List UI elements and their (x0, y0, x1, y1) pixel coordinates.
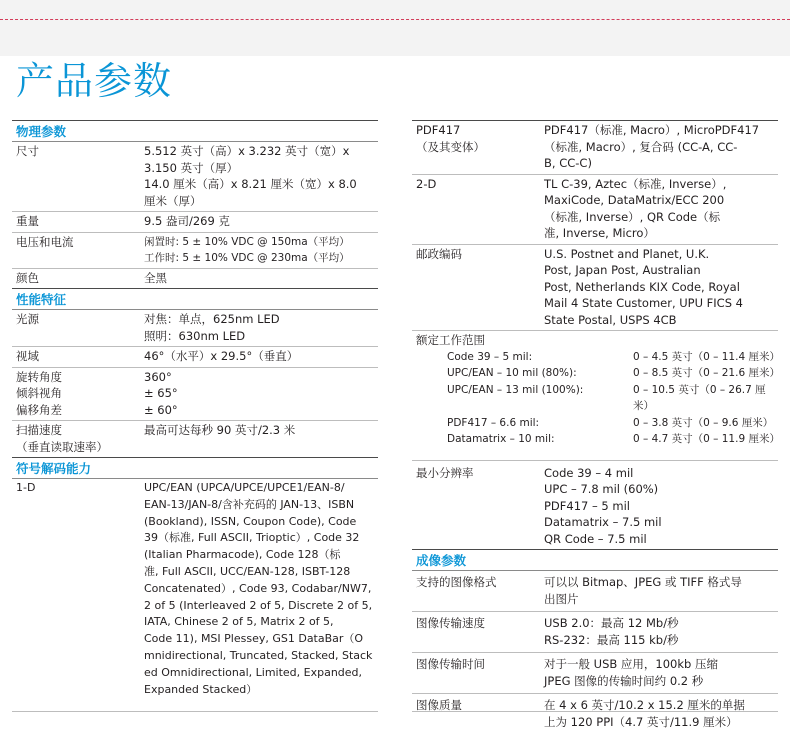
section-heading-decode: 符号解码能力 (12, 457, 378, 479)
spec-value (144, 311, 378, 344)
spec-value (144, 480, 378, 698)
label-line: 扫描速度 (16, 423, 62, 437)
value-line: 准, Inverse, Micro） (544, 226, 655, 240)
value-line: Mail 4 State Customer, UPU FICS 4 (544, 296, 743, 310)
value-line: Concatenated）, Code 93, Codabar/NW7, (144, 581, 372, 595)
value-line: 闲置时: 5 ± 10% VDC @ 150ma（平均） (144, 235, 350, 248)
spec-value: 9.5 盎司/269 克 (144, 214, 230, 228)
spec-row-transfer-speed (412, 612, 778, 653)
spec-row-postal (412, 245, 778, 332)
range-code: Code 39 – 5 mil: (447, 350, 533, 363)
value-line: Post, Japan Post, Australian (544, 263, 701, 277)
spec-row-pdf417 (412, 121, 778, 175)
value-line: (Italian Pharmacode), Code 128（标 (144, 548, 341, 562)
spec-value (544, 656, 778, 689)
value-line: (Bookland), ISSN, Coupon Code), Code (144, 514, 357, 528)
left-column (12, 120, 378, 700)
spec-row-field-of-view (12, 347, 378, 368)
spec-row-2d (412, 175, 778, 245)
value-line: ± 65° (144, 386, 178, 400)
value-line: JPEG 图像的传输时间约 0.2 秒 (544, 673, 704, 688)
spec-value (144, 143, 378, 209)
value-line: USB 2.0：最高 12 Mb/秒 (544, 616, 679, 630)
spec-value (544, 246, 778, 329)
value-line: 2 of 5 (Interleaved 2 of 5, Discrete 2 of 5, (144, 598, 373, 612)
bottom-rule (412, 711, 778, 712)
range-value: 0 – 4.5 英寸（0 – 11.4 厘米） (633, 350, 780, 363)
header-band (0, 0, 790, 56)
section-heading-performance: 性能特征 (12, 288, 378, 310)
label-line: PDF417 (416, 123, 461, 137)
spec-label (12, 422, 144, 455)
value-line: State Postal, USPS 4CB (544, 312, 677, 327)
spec-value (544, 615, 778, 648)
value-line: PDF417（标准, Macro）, MicroPDF417 (544, 123, 760, 137)
value-line: 可以以 Bitmap、JPEG 或 TIFF 格式导 (544, 575, 742, 589)
dashed-divider (0, 19, 790, 20)
value-line: 39（标准, Full ASCII, Trioptic）, Code 32 (144, 531, 360, 545)
spec-value (544, 176, 778, 242)
spec-value (144, 369, 378, 419)
spec-value: 最高可达每秒 90 英寸/2.3 米 (144, 423, 296, 437)
value-line: UPC/EAN (UPCA/UPCE/UPCE1/EAN-8/ (144, 481, 345, 494)
spec-value (544, 122, 778, 172)
range-row (412, 415, 778, 432)
spec-label: 光源 (16, 312, 39, 326)
working-range-block (412, 331, 778, 461)
spec-label (412, 122, 544, 172)
spec-row-resolution (412, 461, 778, 550)
spec-row-transfer-time (412, 653, 778, 694)
value-line: RS-232：最高 115 kb/秒 (544, 632, 679, 647)
value-line: ed Omnidirectional, Limited, Expanded, (144, 665, 363, 679)
range-value: 0 – 10.5 英寸（0 – 26.7 厘米） (633, 383, 766, 412)
value-line: 对于一般 USB 应用，100kb 压缩 (544, 657, 718, 671)
spec-row-power (12, 233, 378, 269)
section-heading-physical: 物理参数 (12, 120, 378, 142)
value-line: EAN-13/JAN-8/含补充码的 JAN-13、ISBN (144, 497, 355, 511)
value-line: UPC – 7.8 mil (60%) (544, 482, 659, 496)
range-code: Datamatrix – 10 mil: (447, 433, 555, 445)
spec-row-image-format (412, 571, 778, 612)
label-line: 旋转角度 (16, 369, 62, 384)
label-line: 倾斜视角 (16, 386, 62, 400)
value-line: ± 60° (144, 402, 178, 417)
value-line: 在 4 x 6 英寸/10.2 x 15.2 厘米的单据 (544, 698, 745, 712)
spec-label: 颜色 (16, 270, 39, 285)
value-line: 出图片 (544, 591, 579, 606)
section-heading-imaging: 成像参数 (412, 549, 778, 571)
value-line: 360° (144, 369, 172, 384)
range-value: 0 – 4.7 英寸（0 – 11.9 厘米） (633, 433, 780, 445)
range-code: UPC/EAN – 10 mil (80%): (447, 367, 577, 379)
spec-value (144, 234, 378, 266)
value-line: IATA, Chinese 2 of 5, Matrix 2 of 5, (144, 615, 334, 629)
value-line: 上为 120 PPI（4.7 英寸/11.9 厘米） (544, 714, 738, 729)
spec-row-dimensions (12, 142, 378, 212)
spec-row-weight (12, 212, 378, 233)
value-line: B, CC-C) (544, 156, 592, 170)
spec-label: 2-D (416, 176, 437, 191)
range-code: PDF417 – 6.6 mil: (447, 416, 540, 429)
value-line: Datamatrix – 7.5 mil (544, 515, 662, 529)
spec-row-image-quality (412, 694, 778, 732)
spec-value: 全黑 (144, 270, 167, 285)
spec-row-angles (12, 368, 378, 422)
range-row (412, 382, 778, 415)
value-line: Code 11), MSI Plessey, GS1 DataBar（O (144, 632, 364, 646)
range-value: 0 – 8.5 英寸（0 – 21.6 厘米） (633, 367, 780, 379)
spec-value: 46°（水平）x 29.5°（垂直） (144, 349, 299, 363)
bottom-rule (12, 711, 378, 712)
spec-label: 视域 (16, 349, 39, 363)
range-row (412, 365, 778, 382)
value-line: （标准, Inverse）, QR Code（标 (544, 209, 721, 224)
spec-label: 支持的图像格式 (416, 575, 497, 589)
spec-label: 最小分辨率 (416, 465, 474, 480)
range-value: 0 – 3.8 英寸（0 – 9.6 厘米） (633, 416, 774, 429)
value-line: Code 39 – 4 mil (544, 465, 634, 480)
value-line: mnidirectional, Truncated, Stacked, Stack (144, 648, 373, 662)
value-line: 准, Full ASCII, UCC/EAN-128, ISBT-128 (144, 564, 351, 578)
spec-row-scan-speed (12, 421, 378, 457)
spec-label (12, 369, 144, 419)
value-line: TL C-39, Aztec（标准, Inverse）, (544, 176, 727, 191)
range-code: UPC/EAN – 13 mil (100%): (447, 383, 584, 396)
value-line: 5.512 英寸（高）x 3.232 英寸（宽）x (144, 144, 350, 158)
spec-value (544, 697, 778, 730)
value-line: Expanded Stacked） (144, 682, 258, 696)
label-line: 偏移角差 (16, 402, 62, 417)
value-line: Post, Netherlands KIX Code, Royal (544, 279, 740, 294)
spec-label: 图像传输速度 (416, 616, 485, 630)
spec-label: 重量 (16, 214, 39, 228)
value-line: PDF417 – 5 mil (544, 498, 630, 513)
spec-label: 电压和电流 (16, 234, 74, 249)
value-line: 14.0 厘米（高）x 8.21 厘米（宽）x 8.0 (144, 177, 357, 191)
value-line: 3.150 英寸（厚） (144, 160, 239, 175)
value-line: （标准, Macro）, 复合码 (CC-A, CC- (544, 139, 738, 154)
right-column (412, 120, 778, 732)
range-row (412, 349, 778, 366)
value-line: 厘米（厚） (144, 193, 202, 208)
value-line: 工作时: 5 ± 10% VDC @ 230ma（平均） (144, 251, 350, 264)
spec-label: 图像传输时间 (416, 657, 485, 671)
spec-label: 图像质量 (416, 698, 462, 712)
value-line: U.S. Postnet and Planet, U.K. (544, 246, 710, 261)
spec-row-1d (12, 479, 378, 700)
spec-label: 尺寸 (16, 144, 39, 158)
label-line: （垂直读取速率） (16, 439, 108, 454)
value-line: 对焦：单点，625nm LED (144, 312, 280, 326)
spec-label: 邮政编码 (416, 246, 462, 261)
spec-value (544, 465, 778, 548)
value-line: QR Code – 7.5 mil (544, 531, 647, 546)
spec-label: 1-D (16, 481, 36, 494)
working-range-heading: 额定工作范围 (416, 333, 485, 347)
spec-row-light-source (12, 310, 378, 347)
range-row (412, 431, 778, 448)
value-line: 照明：630nm LED (144, 328, 246, 343)
value-line: MaxiCode, DataMatrix/ECC 200 (544, 193, 725, 207)
page-title: 产品参数 (16, 59, 173, 103)
spec-row-color (12, 269, 378, 289)
label-line: （及其变体） (416, 139, 485, 154)
spec-value (544, 574, 778, 607)
